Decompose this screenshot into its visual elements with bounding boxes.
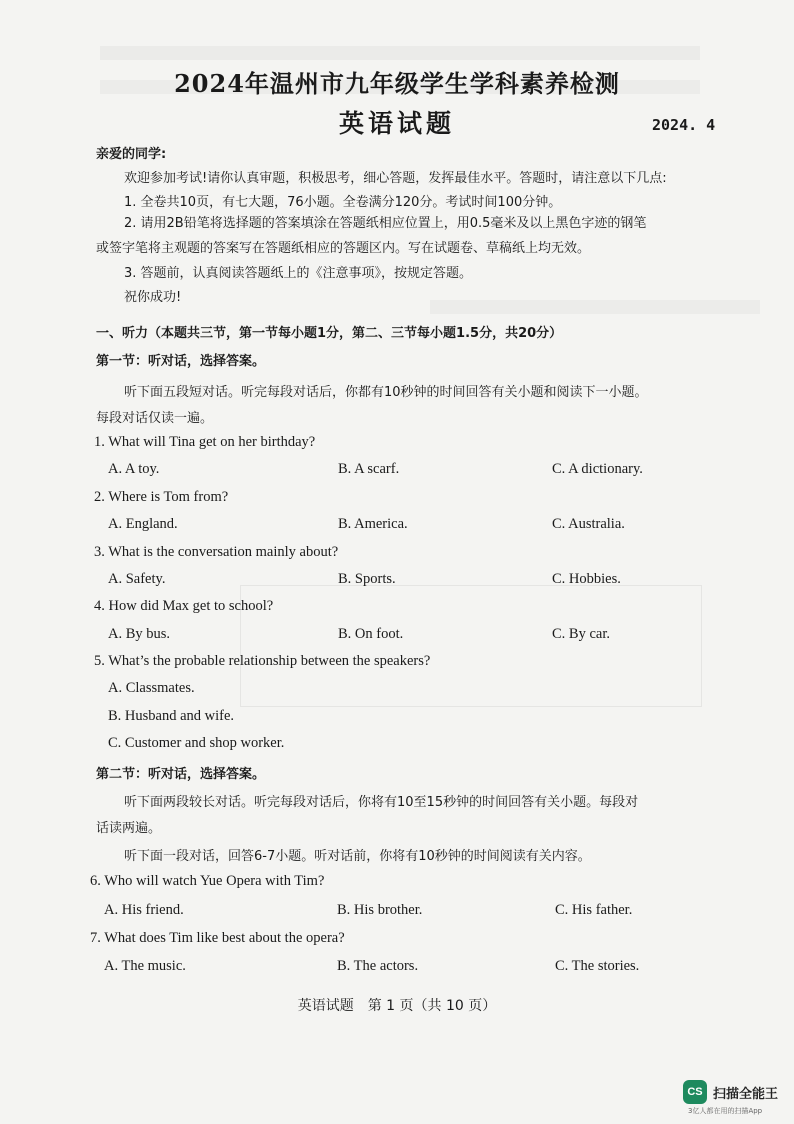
part1-heading: 第一节：听对话，选择答案。	[96, 354, 266, 369]
question-4: 4. How did Max get to school?	[94, 598, 274, 614]
q6-option-b: B. His brother.	[337, 902, 423, 918]
instruction-2b: 或签字笔将主观题的答案写在答题纸相应的答题区内。写在试题卷、草稿纸上均无效。	[96, 241, 591, 256]
q7-option-b: B. The actors.	[337, 958, 419, 974]
q4-option-b: B. On foot.	[338, 626, 404, 642]
instruction-welcome: 欢迎参加考试!请你认真审题，积极思考，细心答题，发挥最佳水平。答题时，请注意以下几点:	[124, 171, 667, 186]
part2-directions: 听下面两段较长对话。听完每段对话后，你将有10至15秒钟的时间回答有关小题。每段对	[124, 795, 639, 810]
question-1: 1. What will Tina get on her birthday?	[94, 434, 316, 450]
greeting: 亲爱的同学:	[96, 147, 167, 162]
section-heading-listening: 一、听力（本题共三节，第一节每小题1分，第二、三节每小题1.5分，共20分）	[96, 326, 563, 341]
question-2: 2. Where is Tom from?	[94, 489, 229, 505]
question-6: 6. Who will watch Yue Opera with Tim?	[90, 873, 325, 889]
part2-directions-q6-7: 听下面一段对话，回答6-7小题。听对话前，你将有10秒钟的时间阅读有关内容。	[124, 849, 591, 864]
exam-subject: 英语试题	[338, 109, 455, 138]
question-7: 7. What does Tim like best about the opera?	[90, 930, 345, 946]
q5-option-a: A. Classmates.	[108, 680, 195, 696]
q7-option-c: C. The stories.	[555, 958, 640, 974]
q4-option-c: C. By car.	[552, 626, 610, 642]
q1-option-c: C. A dictionary.	[552, 461, 643, 477]
q3-option-c: C. Hobbies.	[552, 571, 621, 587]
camscanner-logo-icon: CS	[683, 1080, 707, 1104]
part2-directions-cont: 话读两遍。	[96, 821, 162, 836]
q3-option-a: A. Safety.	[108, 571, 166, 587]
page-footer: 英语试题 第 1 页（共 10 页）	[297, 998, 497, 1014]
instruction-2a: 2. 请用2B铅笔将选择题的答案填涂在答题纸相应位置上，用0.5毫米及以上黑色字迹的钢笔	[124, 216, 647, 231]
question-5: 5. What’s the probable relationship between the speakers?	[94, 653, 431, 669]
instruction-3: 3. 答题前，认真阅读答题纸上的《注意事项》，按规定答题。	[124, 266, 473, 281]
q6-option-c: C. His father.	[555, 902, 633, 918]
part2-heading: 第二节：听对话，选择答案。	[96, 767, 266, 782]
closing-wish: 祝你成功!	[124, 290, 182, 305]
q2-option-b: B. America.	[338, 516, 408, 532]
exam-date: 2024. 4	[652, 116, 716, 134]
q3-option-b: B. Sports.	[338, 571, 396, 587]
q7-option-a: A. The music.	[104, 958, 186, 974]
question-3: 3. What is the conversation mainly about?	[94, 544, 339, 560]
scanner-watermark	[683, 1080, 778, 1104]
q2-option-a: A. England.	[108, 516, 178, 532]
q4-option-a: A. By bus.	[108, 626, 171, 642]
part1-directions: 听下面五段短对话。听完每段对话后，你都有10秒钟的时间回答有关小题和阅读下一小题。	[124, 385, 648, 400]
q2-option-c: C. Australia.	[552, 516, 625, 532]
q5-option-b: B. Husband and wife.	[108, 708, 235, 724]
q6-option-a: A. His friend.	[104, 902, 184, 918]
exam-title: 2024年温州市九年级学生学科素养检测	[174, 69, 620, 98]
part1-directions-cont: 每段对话仅读一遍。	[96, 411, 214, 426]
instruction-1: 1. 全卷共10页，有七大题，76小题。全卷满分120分。考试时间100分钟。	[124, 195, 562, 210]
q5-option-c: C. Customer and shop worker.	[108, 735, 285, 751]
scanner-tagline: 3亿人都在用的扫描App	[688, 1107, 763, 1115]
scanner-app-name: 扫描全能王	[713, 1086, 779, 1102]
q1-option-b: B. A scarf.	[338, 461, 400, 477]
q1-option-a: A. A toy.	[108, 461, 160, 477]
